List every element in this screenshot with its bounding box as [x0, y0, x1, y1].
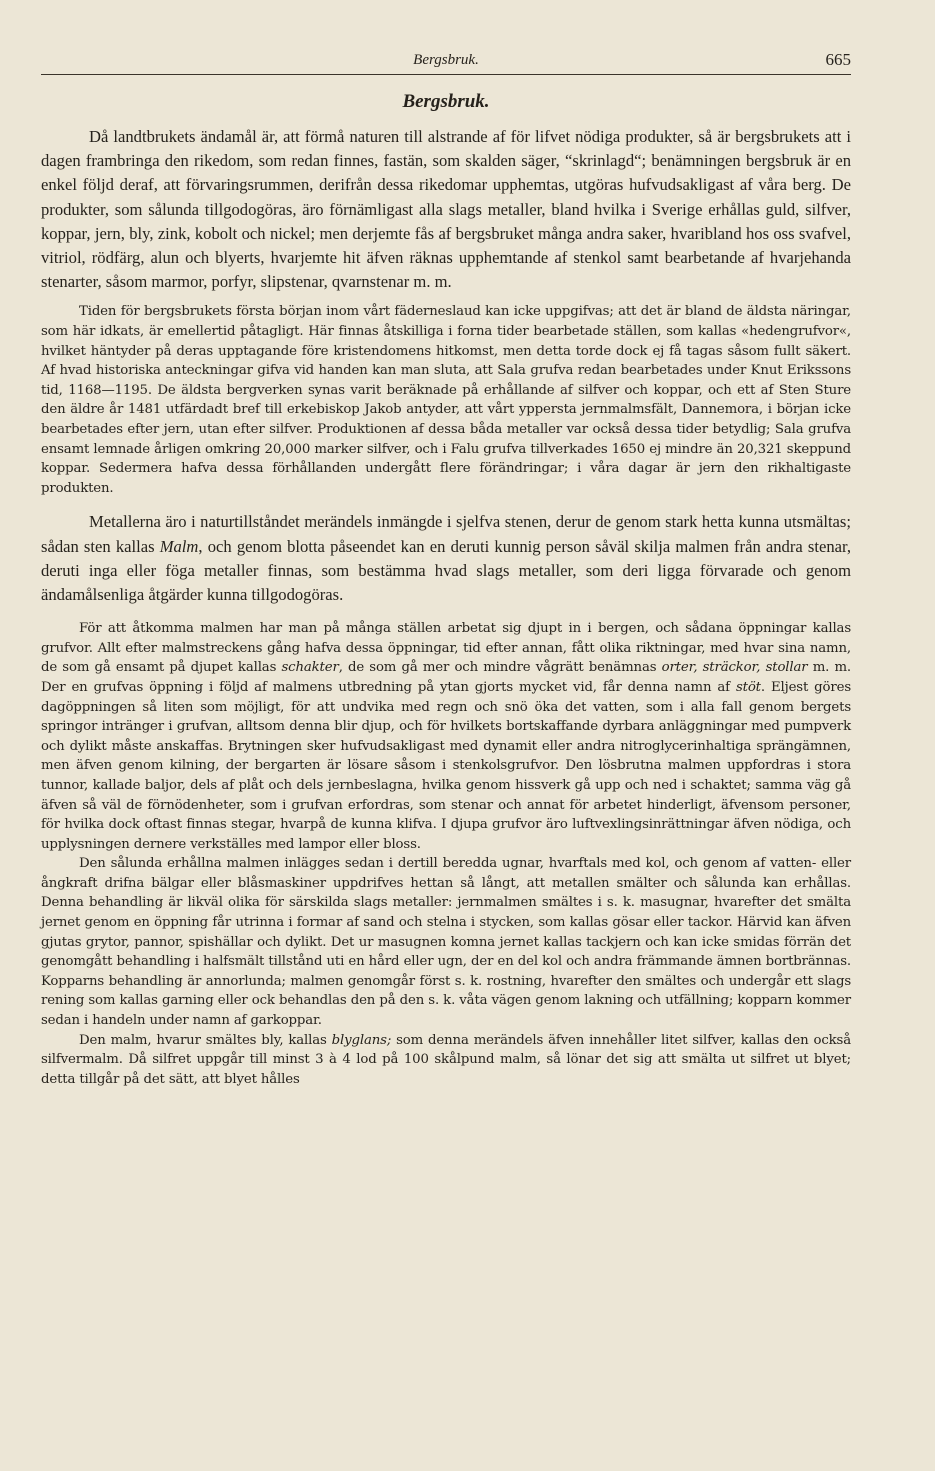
- text-segment: . Eljest göres dagöppningen så liten som möjligt, för att undvika med regn och snö öka det vatten, som i alla fall genom bergets springor intränger i grufvan, alltsom denna blir djup, och för hvilkets bortskaffande dyrbara anläggningar med pumpverk och dylikt måste anskaffas. Brytningen sker hufvudsakligast med dynamit eller andra nitroglycerinhaltiga sprängämnen, men äfven genom kilning, der bergarten är lösare såsom i stenkolsgrufvor. Den lösbrutna malmen uppfordras i stora tunnor, kallade baljor, dels af plåt och dels jernbeslagna, hvilka genom hissverk gå upp och ned i schaktet; samma väg gå äfven så väl de förnödenheter, som i grufvan erfordras, som stenar och annat för arbetet hinderligt, äfvensom personer, för hvilka dock oftast finnas stegar, hvarpå de kunna klifva. I djupa grufvor äro luftvexlingsinrättningar äfven nödiga, och upplysningen dernere verkställes med lampor eller bloss.: [41, 679, 851, 852]
- paragraph-intro: Då landtbrukets ändamål är, att förmå naturen till alstrande af för lifvet nödiga produkter, så är bergsbrukets att i dagen frambringa den rikedom, som redan finnes, fastän, som skalden säger, “skrinlagd“; benämningen bergsbruk är en enkel följd deraf, att förvaringsrummen, derifrån dessa rikedomar upphemtas, utgöras hufvudsakligast af våra berg. De produkter, som sålunda tillgodogöras, äro förnämligast alla slags metaller, bland hvilka i Sverige erhållas guld, silfver, koppar, jern, bly, zink, kobolt och nickel; men derjemte fås af bergsbruket många andra saker, hvaribland hos oss svafvel, vitriol, rödfärg, alun och blyerts, hvarjemte hit äfven räknas upphemtande af stenkol samt bearbetande af hvarjehanda stenarter, såsom marmor, porfyr, slipstenar, qvarnstenar m. m.: [41, 127, 851, 292]
- section-title: Bergsbruk.: [402, 91, 490, 112]
- paragraph-history: Tiden för bergsbrukets första början inom vårt fäderneslaud kan icke uppgifvas; att det är bland de äldsta näringar, som här idkats, är emellertid påtagligt. Här finnas åtskilliga i forna tider bearbetade ställen, som kallas «hedengrufvor«, hvilket häntyder på deras upptagande före kristendomens hitkomst, men detta torde dock ej få tagas såsom fullt säkert. Af hvad historiska anteckningar gifva vid handen kan man sluta, att Sala grufva redan bearbetades under Knut Erikssons tid, 1168—1195. De äldsta bergverken synas varit beräknade på erhållande af silfver och koppar, och ett af Sten Sture den äldre år 1481 utfärdadt bref till erkebiskop Jakob antyder, att vårt yppersta jernmalmsfält, Dannemora, i början icke bearbetades efter jern, utan efter silfver. Produktionen af dessa båda metaller var också dessa tider betydlig; Sala grufva ensamt lemnade årligen omkring 20,000 marker silfver, och i Falu grufva tillverkades 1650 ej mindre än 20,321 skeppund koppar. Sedermera hafva dessa förhållanden undergått flere förändringar; i våra dagar är jern den rikhaltigaste produkten.: [41, 304, 851, 496]
- term-malm: Malm: [159, 536, 199, 556]
- paragraph-mining: [41, 619, 851, 854]
- text-segment: Den malm, hvarur smältes bly, kallas: [79, 1032, 332, 1048]
- text-segment: , de som gå mer och mindre vågrätt benämnas: [338, 660, 662, 676]
- text-segment: m. m. Der en grufvas öppning i följd af malmens utbredning på ytan gjorts mycket vid, får denna namn af: [41, 660, 851, 695]
- paragraph-lead: [41, 1031, 851, 1090]
- paragraph-metals: [41, 510, 851, 607]
- term-schakter: schakter: [281, 660, 339, 676]
- page-header: [41, 44, 851, 75]
- term-stot: stöt: [735, 679, 761, 695]
- text-segment: som denna merändels äfven innehåller litet silfver, kallas den också silfvermalm. Då silfret uppgår till minst 3 à 4 lod på 100 skålpund malm, så lönar det sig att smälta ut silfret ut blyet; detta tillgår på det sätt, att blyet hålles: [41, 1032, 851, 1087]
- running-title: Bergsbruk.: [413, 52, 479, 68]
- paragraph-smelting: Den sålunda erhållna malmen inlägges sedan i dertill beredda ugnar, hvarftals med kol, och genom af vatten- eller ångkraft drifna bälgar eller blåsmaskiner uppdrifves hettan så långt, att metallen smälter och sålunda kan erhållas. Denna behandling är likväl olika för särskilda slags metaller: jernmalmen smältes i s. k. masugnar, hvarefter det smälta jernet genom en öppning får utrinna i formar af sand och stelna i stycken, som kallas gösar eller tackor. Härvid kan äfven gjutas grytor, pannor, spishällar och dylikt. Det ur masugnen komna jernet kallas tackjern och kan icke smidas förrän det genomgått behandling i halfsmält tillstånd uti en hård eller ugn, der en del kol och andra främmande ämnen bortbrännas. Kopparns behandling är annorlunda; malmen genomgår först s. k. rostning, hvarefter den smältes och undergår ett slags rening som kallas garning eller ock behandlas den på den s. k. våta vägen genom lakning och utfällning; kopparn kommer sedan i handeln under namn af garkoppar.: [41, 856, 851, 1029]
- text-segment: För att åtkomma malmen har man på många ställen arbetat sig djupt in i bergen, och sådana öppningar kallas grufvor. Allt efter malmstreckens gång hafva dessa öppningar, tid efter annan, fått olika riktningar, med hvar sina namn, de som gå ensamt på djupet kallas: [41, 621, 851, 676]
- page-number: 665: [825, 50, 851, 69]
- text-segment: , och genom blotta påseendet kan en deruti kunnig person såväl skilja malmen från andra stenar, deruti inga eller föga metaller finnas, som bestämma hvad slags metaller, som deri ligga förvarade och genom ändamålsenliga åtgärder kunna tillgodogöras.: [41, 536, 852, 604]
- text-segment: Metallerna äro i naturtillståndet merändels inmängde i sjelfva stenen, derur de genom stark hetta kunna utsmältas; sådan sten kallas: [41, 512, 851, 556]
- term-blyglans: blyglans;: [331, 1032, 392, 1048]
- term-orter: orter, sträckor, stollar: [661, 660, 808, 676]
